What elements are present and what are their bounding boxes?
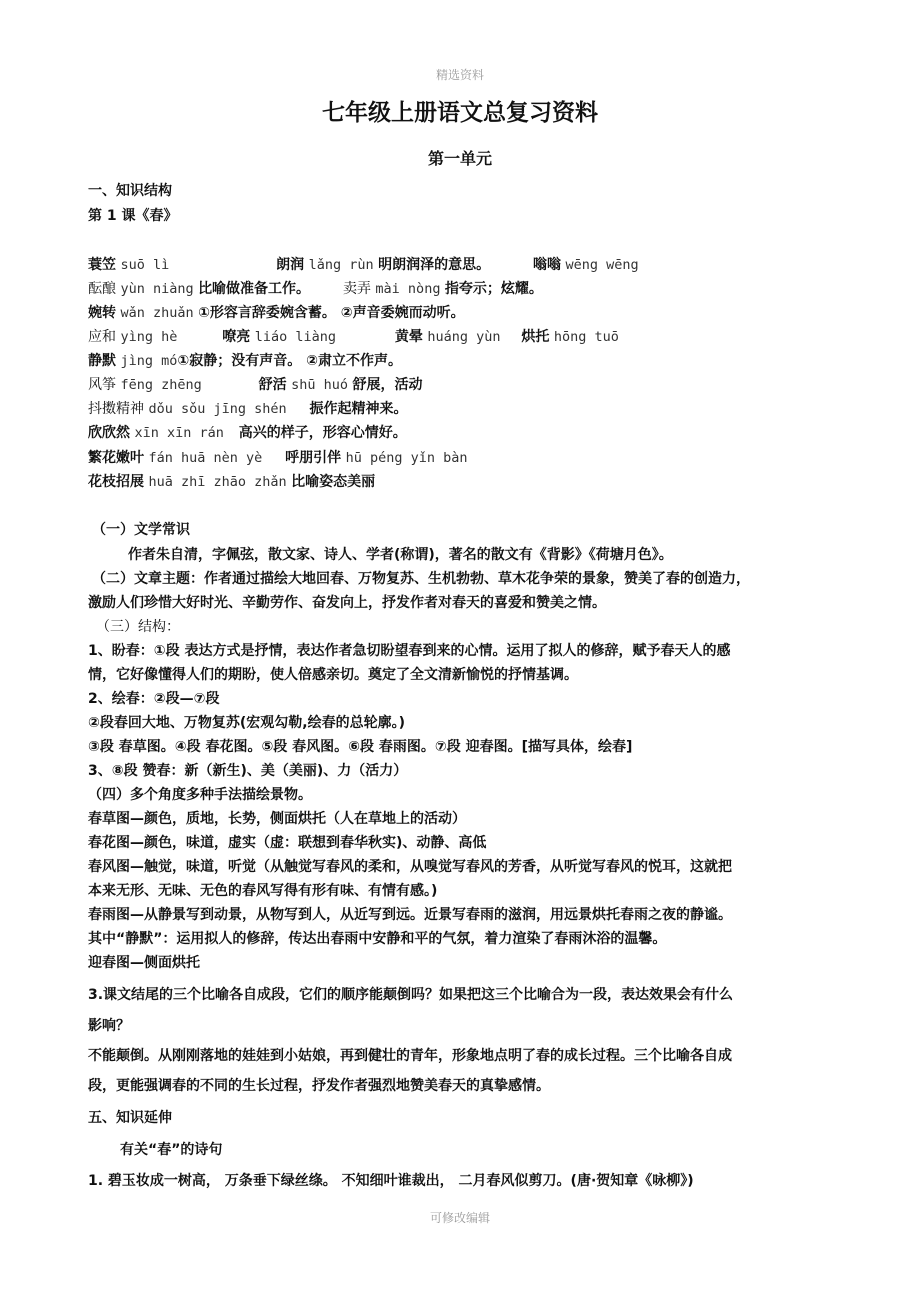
text-line: 其中“静默”：运用拟人的修辞，传达出春雨中安静和平的气氛，着力渲染了春雨沐浴的温馨。 <box>88 931 667 947</box>
text-line: 春风图—触觉，味道，听觉（从触觉写春风的柔和，从嗅觉写春风的芳香，从听觉写春风的悦耳，这就把 <box>88 859 732 875</box>
text-line: 作者朱自清，字佩弦，散文家、诗人、学者(称谓)，著名的散文有《背影》《荷塘月色》。 <box>128 547 673 563</box>
vocab-word: 静默 <box>88 353 116 369</box>
vocab-word: 应和 <box>88 329 116 345</box>
vocab-row <box>88 473 375 491</box>
vocab-row <box>88 328 619 346</box>
vocab-word: 卖弄 <box>342 281 371 297</box>
vocab-word: 黄晕 <box>394 329 423 345</box>
section-heading: 五、知识延伸 <box>88 1110 172 1126</box>
text-line: 春草图—颜色，质地，长势，侧面烘托（人在草地上的活动） <box>88 811 466 827</box>
vocab-pinyin: hū péng yǐn bàn <box>345 450 468 466</box>
text-line: 春花图—颜色，味道，虚实（虚：联想到春华秋实)、动静、高低 <box>88 835 487 851</box>
vocab-pinyin: dǒu sǒu jīng shén <box>148 401 287 417</box>
text-line: 迎春图—侧面烘托 <box>88 955 200 971</box>
vocab-pinyin: fán huā nèn yè <box>148 450 263 466</box>
vocab-word: 花枝招展 <box>88 474 144 490</box>
vocab-pinyin: hōng tuō <box>553 329 619 345</box>
vocab-word: 烘托 <box>521 329 550 345</box>
vocab-pinyin: yùn niàng <box>120 281 194 297</box>
text-line: 春雨图—从静景写到动景，从物写到人，从近写到远。近景写春雨的滋润，用远景烘托春雨之夜的静谧。 <box>88 907 732 923</box>
vocab-definition: 比喻做准备工作。 <box>198 281 311 297</box>
vocab-definition: ①寂静；没有声音。 ②肃立不作声。 <box>177 353 402 369</box>
text-line: 本来无形、无味、无色的春风写得有形有味、有情有感。) <box>88 883 438 899</box>
vocab-definition: 振作起精神来。 <box>309 401 408 417</box>
text-line: 情，它好像懂得人们的期盼，使人倍感亲切。奠定了全文清新愉悦的抒情基调。 <box>88 667 578 683</box>
page-footer-watermark: 可修改编辑 <box>429 1211 490 1225</box>
vocab-word: 繁花嫩叶 <box>88 450 144 466</box>
text-line: ②段春回大地、万物复苏(宏观勾勒,绘春的总轮廓。) <box>88 715 405 731</box>
unit-title: 第一单元 <box>427 149 492 168</box>
vocab-pinyin: shū huó <box>291 377 348 393</box>
vocab-pinyin: suō lì <box>120 257 170 273</box>
section-heading: 一、知识结构 <box>88 183 172 199</box>
text-line: 2、绘春：②段—⑦段 <box>88 691 220 707</box>
text-line: 激励人们珍惜大好时光、辛勤劳作、奋发向上，抒发作者对春天的喜爱和赞美之情。 <box>88 595 606 611</box>
vocab-pinyin: liáo liàng <box>254 329 336 345</box>
vocab-word: 蓑笠 <box>88 257 116 273</box>
subheading-literature: （一）文学常识 <box>92 522 190 538</box>
vocab-row <box>88 256 639 274</box>
vocab-word: 婉转 <box>88 305 116 321</box>
vocab-pinyin: huā zhī zhāo zhǎn <box>148 474 287 490</box>
vocab-word: 嘹亮 <box>222 329 251 345</box>
vocab-pinyin: wēng wēng <box>565 257 639 273</box>
vocab-pinyin: wǎn zhuǎn <box>120 305 194 321</box>
text-line: ③段 春草图。④段 春花图。⑤段 春风图。⑥段 春雨图。⑦段 迎春图。[描写具体，绘春] <box>88 739 633 755</box>
vocab-row <box>88 280 543 298</box>
text-line: 1、盼春：①段 表达方式是抒情，表达作者急切盼望春到来的心情。运用了拟人的修辞，赋予春天人的感 <box>88 643 731 659</box>
subheading-techniques: （四）多个角度多种手法描绘景物。 <box>88 787 312 803</box>
answer-line: 段，更能强调春的不同的生长过程，抒发作者强烈地赞美春天的真挚感情。 <box>88 1078 550 1094</box>
document-title: 七年级上册语文总复习资料 <box>322 100 598 126</box>
vocab-row <box>88 352 402 370</box>
question-line: 3.课文结尾的三个比喻各自成段，它们的顺序能颠倒吗？如果把这三个比喻合为一段，表达效果会有什么 <box>88 987 734 1003</box>
vocab-row <box>88 449 468 467</box>
vocab-definition: 指夸示；炫耀。 <box>444 281 543 297</box>
text-line: 3、⑧段 赞春：新（新生)、美（美丽)、力（活力） <box>88 763 408 779</box>
vocab-pinyin: jìng mó <box>120 353 178 369</box>
vocab-definition: 舒展，活动 <box>352 377 423 393</box>
vocab-word: 嗡嗡 <box>532 257 561 273</box>
vocab-row <box>88 304 465 322</box>
vocab-definition: ①形容言辞委婉含蓄。 ②声音委婉而动听。 <box>198 305 465 321</box>
subheading-structure: （三）结构： <box>96 619 180 635</box>
vocab-pinyin: yìng hè <box>120 329 178 345</box>
text-line: 有关“春”的诗句 <box>120 1142 223 1158</box>
vocab-pinyin: fēng zhēng <box>120 377 202 393</box>
poem-line: 1. 碧玉妆成一树高， 万条垂下绿丝绦。 不知细叶谁裁出， 二月春风似剪刀。(唐·贺知章《咏柳》) <box>88 1173 694 1189</box>
answer-line: 不能颠倒。从刚刚落地的娃娃到小姑娘，再到健壮的青年，形象地点明了春的成长过程。三个比喻各自成 <box>88 1048 732 1064</box>
page-header-watermark: 精选资料 <box>435 68 484 82</box>
vocab-definition: 比喻姿态美丽 <box>291 474 376 490</box>
vocab-pinyin: xīn xīn rán <box>134 425 224 441</box>
vocab-pinyin: huáng yùn <box>427 329 501 345</box>
vocab-row <box>88 400 408 418</box>
vocab-word: 风筝 <box>88 377 116 393</box>
vocab-word: 呼朋引伴 <box>285 450 342 466</box>
question-line: 影响？ <box>88 1018 130 1034</box>
vocab-word: 欣欣然 <box>88 425 130 441</box>
vocab-row <box>88 376 422 394</box>
vocab-word: 朗润 <box>276 257 305 273</box>
text-line: （二）文章主题：作者通过描绘大地回春、万物复苏、生机勃勃、草木花争荣的景象，赞美了春的创造力， <box>92 571 750 587</box>
vocab-definition: 明朗润泽的意思。 <box>378 257 491 273</box>
vocab-word: 酝酿 <box>88 281 116 297</box>
vocab-word: 舒活 <box>258 377 287 393</box>
lesson-heading: 第 1 课《春》 <box>88 208 178 224</box>
vocab-pinyin: lǎng rùn <box>308 257 374 273</box>
vocab-row <box>88 424 407 442</box>
vocab-word: 抖擞精神 <box>88 401 144 417</box>
vocab-pinyin: mài nòng <box>375 281 441 297</box>
vocab-definition: 高兴的样子，形容心情好。 <box>238 425 407 441</box>
